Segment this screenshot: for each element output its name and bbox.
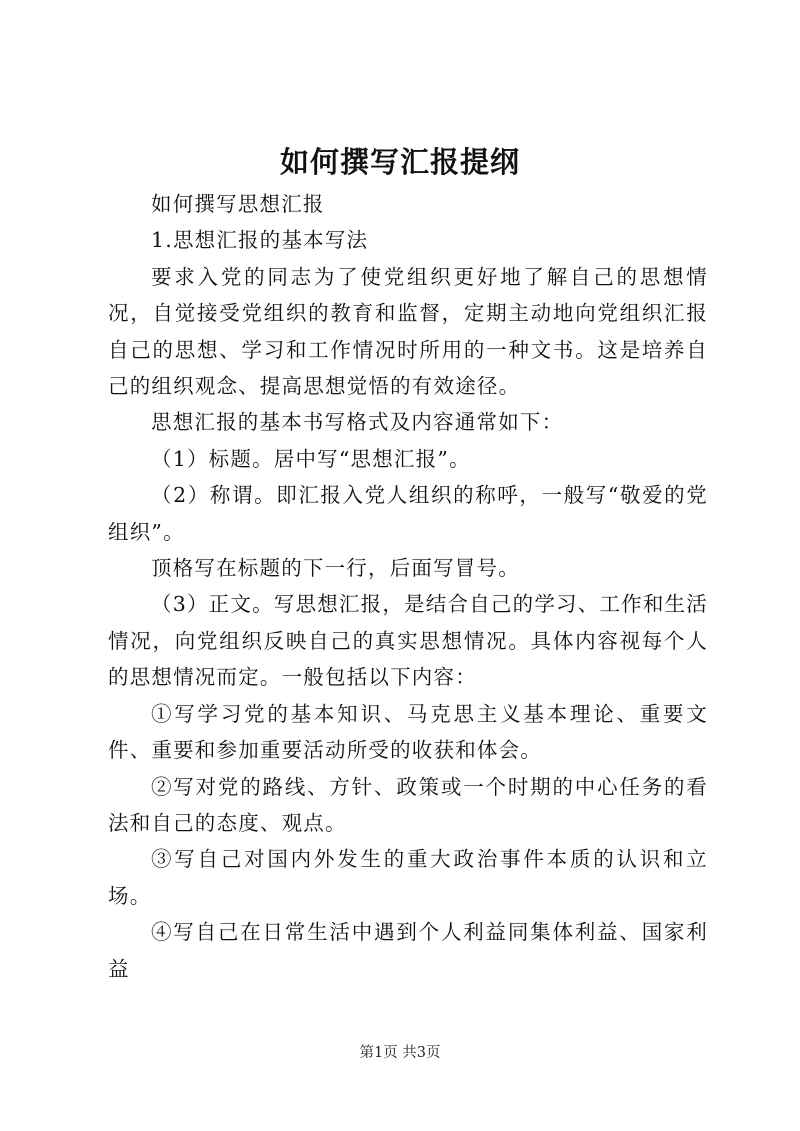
document-title: 如何撰写汇报提纲 xyxy=(279,145,520,179)
paragraph-list-item: ②写对党的路线、方针、政策或一个时期的中心任务的看法和自己的态度、观点。 xyxy=(108,774,708,835)
paragraph: 顶格写在标题的下一行，后面写冒号。 xyxy=(151,556,520,581)
paragraph-list-item: （1）标题。居中写“思想汇报”。 xyxy=(151,446,471,471)
paragraph-list-item: ③写自己对国内外发生的重大政治事件本质的认识和立场。 xyxy=(108,847,708,908)
page-number-footer: 第1页 共3页 xyxy=(359,1045,441,1061)
paragraph: 要求入党的同志为了使党组织更好地了解自己的思想情况，自觉接受党组织的教育和监督，定期主动地向党组织汇报自己的思想、学习和工作情况时所用的一种文书。这是培养自己的组织观念、提高思想觉悟的有效途径。 xyxy=(108,264,708,399)
paragraph-list-item: （2）称谓。即汇报入党人组织的称呼，一般写“敬爱的党组织”。 xyxy=(108,483,708,544)
paragraph-subtitle: 如何撰写思想汇报 xyxy=(151,192,325,216)
paragraph-list-item: ①写学习党的基本知识、马克思主义基本理论、重要文件、重要和参加重要活动所受的收获和体会。 xyxy=(108,701,708,763)
paragraph: 思想汇报的基本书写格式及内容通常如下： xyxy=(151,410,564,435)
paragraph-section-heading: 1.思想汇报的基本写法 xyxy=(151,228,369,253)
paragraph-list-item: （3）正文。写思想汇报，是结合自己的学习、工作和生活情况，向党组织反映自己的真实思想情况。具体内容视每个人的思想情况而定。一般包括以下内容： xyxy=(108,592,708,690)
paragraph-list-item: ④写自己在日常生活中遇到个人利益同集体利益、国家利益 xyxy=(108,920,708,981)
document-body xyxy=(108,186,708,987)
